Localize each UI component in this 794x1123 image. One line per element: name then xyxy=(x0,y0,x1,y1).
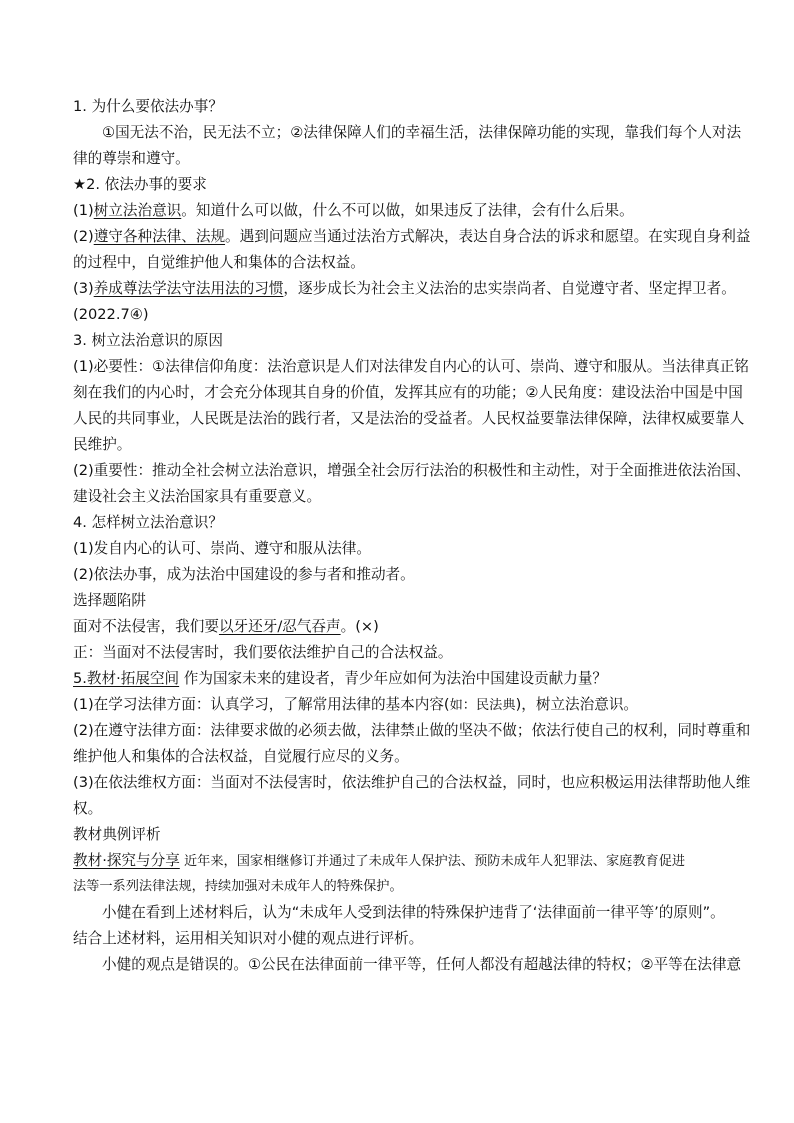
underlined-keyword: 遵守各种法律、法规 xyxy=(93,228,226,245)
underlined-keyword: 养成尊法学法守法用法的习惯 xyxy=(93,280,284,297)
document-page xyxy=(73,94,751,978)
example-note: 如：民法典 xyxy=(449,698,516,713)
q4-item-1: (1)发自内心的认可、崇尚、遵守和服从法律。 xyxy=(73,540,371,557)
case-material-cont: 法等一系列法律法规，持续加强对未成年人的特殊保护。 xyxy=(73,879,403,894)
trap-correct-statement: 正：当面对不法侵害时，我们要依法维护自己的合法权益。 xyxy=(73,644,453,661)
case-answer: 小健的观点是错误的。①公民在法律面前一律平等，任何人都没有超越法律的特权；②平等在法律意 xyxy=(102,956,742,973)
trap-wrong-statement: 面对不法侵害，我们要以牙还牙/忍气吞声。(×) xyxy=(73,618,379,635)
case-heading: 教材典例评析 xyxy=(73,826,161,843)
q4-title: 4. 怎样树立法治意识？ xyxy=(73,514,223,531)
q2-item-3-ref: (2022.7④) xyxy=(73,306,149,323)
underlined-error: 以牙还牙/忍气吞声 xyxy=(218,618,341,635)
trap-heading: 选择题陷阱 xyxy=(73,592,146,609)
q3-importance-line: 建设社会主义法治国家具有重要意义。 xyxy=(73,488,322,505)
q3-importance-line: (2)重要性：推动全社会树立法治意识，增强全社会厉行法治的积极性和主动性，对于全面推进依法治国、 xyxy=(73,462,751,479)
q2-item-2-cont: 的过程中，自觉维护他人和集体的合法权益。 xyxy=(73,254,365,271)
q5-answer-3: (3)在依法维权方面：当面对不法侵害时，依法维护自己的合法权益，同时，也应积极运用法律帮助他人维 xyxy=(73,774,751,791)
case-material: 教材·探究与分享 近年来，国家相继修订并通过了未成年人保护法、预防未成年人犯罪法、家庭教育促进 xyxy=(73,852,686,869)
q1-answer-line: ①国无法不治，民无法不立；②法律保障人们的幸福生活，法律保障功能的实现，靠我们每个人对法 xyxy=(102,124,742,141)
q5-answer-2-cont: 维护他人和集体的合法权益，自觉履行应尽的义务。 xyxy=(73,748,409,765)
q2-item-1: (1)树立法治意识。知道什么可以做，什么不可以做，如果违反了法律，会有什么后果。 xyxy=(73,202,634,219)
case-question: 小健在看到上述材料后，认为“未成年人受到法律的特殊保护违背了‘法律面前一律平等’的原则”。 xyxy=(102,904,725,921)
q3-necessity-line: (1)必要性：①法律信仰角度：法治意识是人们对法律发自内心的认可、崇尚、遵守和服从。当法律真正铭 xyxy=(73,358,749,375)
underlined-keyword: 树立法治意识 xyxy=(93,202,182,219)
q2-title: ★2. 依法办事的要求 xyxy=(73,176,207,193)
q1-answer-line: 律的尊崇和遵守。 xyxy=(73,150,190,167)
q5-answer-2: (2)在遵守法律方面：法律要求做的必须去做，法律禁止做的坚决不做；依法行使自己的权利，同时尊重和 xyxy=(73,722,751,739)
q5-answer-3-cont: 权。 xyxy=(73,800,103,817)
q3-necessity-line: 人民的共同事业，人民既是法治的践行者，又是法治的受益者。人民权益要靠法律保障，法律权威要靠人 xyxy=(73,410,745,427)
q3-title: 3. 树立法治意识的原因 xyxy=(73,332,223,349)
q5-answer-1: (1)在学习法律方面：认真学习，了解常用法律的基本内容(如：民法典)，树立法治意识。 xyxy=(73,696,639,713)
q3-necessity-line: 刻在我们的内心时，才会充分体现其自身的价值，发挥其应有的功能；②人民角度：建设法治中国是中国 xyxy=(73,384,743,401)
q2-item-3: (3)养成尊法学法守法用法的习惯，逐步成长为社会主义法治的忠实崇尚者、自觉遵守者、坚定捍卫者。 xyxy=(73,280,736,297)
q3-necessity-line: 民维护。 xyxy=(73,436,132,453)
q4-item-2: (2)依法办事，成为法治中国建设的参与者和推动者。 xyxy=(73,566,415,583)
case-question-cont: 结合上述材料，运用相关知识对小健的观点进行评析。 xyxy=(73,930,424,947)
section-tag: 教材·探究与分享 xyxy=(73,852,180,869)
q1-title: 1. 为什么要依法办事？ xyxy=(73,98,223,115)
section-tag: 5.教材·拓展空间 xyxy=(73,670,180,687)
q5-title: 5.教材·拓展空间 作为国家未来的建设者，青少年应如何为法治中国建设贡献力量？ xyxy=(73,670,608,687)
q2-item-2: (2)遵守各种法律、法规。遇到问题应当通过法治方式解决，表达自身合法的诉求和愿望。在实现自身利益 xyxy=(73,228,751,245)
